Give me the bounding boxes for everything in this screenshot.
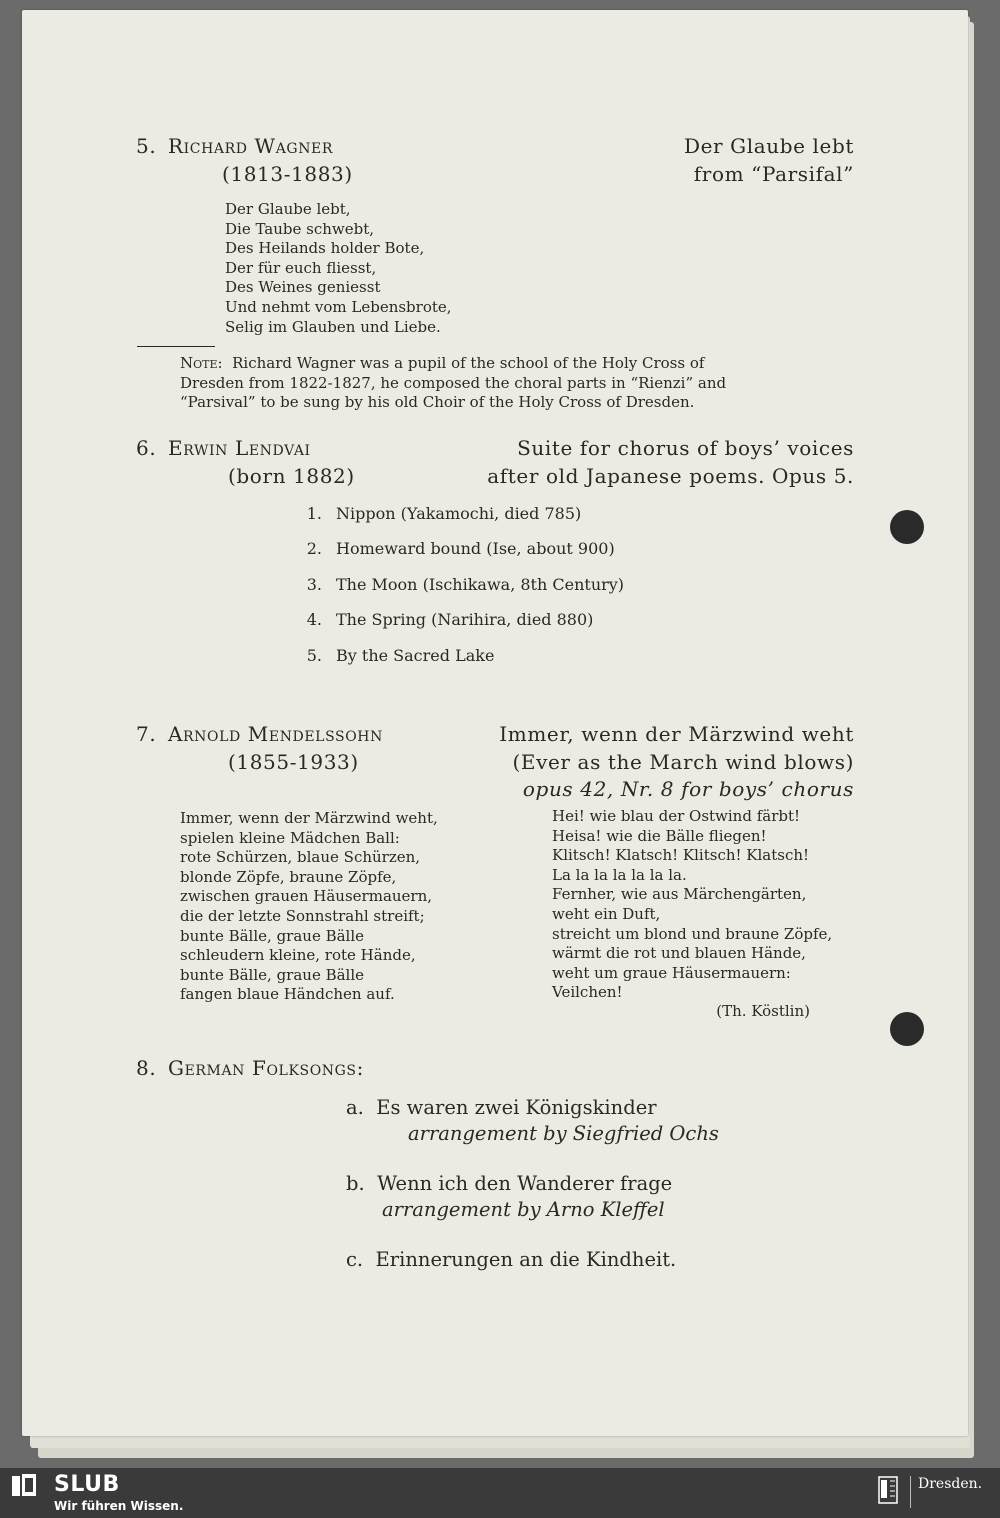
folksong-letter: c. [346,1248,364,1271]
item-6-dates: (born 1882) [228,464,355,488]
poem-line: bunte Bälle, graue Bälle [180,965,365,984]
item-5-work-title: Der Glaube lebt [683,134,854,158]
punch-hole-bottom [890,1012,924,1046]
folksong-a-arrangement: arrangement by Siegfried Ochs [408,1122,719,1145]
note-line: Dresden from 1822-1827, he composed the choral parts in “Rienzi” and [180,373,727,392]
item-5-poem [225,200,452,337]
item-6-work-subtitle: after old Japanese poems. Opus 5. [487,464,854,488]
poem-line: fangen blaue Händchen auf. [180,985,395,1004]
poem-line: weht ein Duft, [552,904,661,923]
folksong-title: Es waren zwei Königskinder [376,1096,657,1119]
list-item: 5. By the Sacred Lake [306,646,495,665]
list-item: 4. The Spring (Narihira, died 880) [306,610,594,629]
folksong-b-arrangement: arrangement by Arno Kleffel [382,1198,665,1221]
poem-line: Heisa! wie die Bälle fliegen! [552,826,767,845]
list-item: 3. The Moon (Ischikawa, 8th Century) [306,575,625,594]
poem-line: Und nehmt vom Lebensbrote, [225,297,452,316]
list-item: 2. Homeward bound (Ise, about 900) [306,539,615,558]
item-8-number: 8. [136,1056,157,1080]
note-label: Note: [180,354,223,372]
item-7-poem-right [552,807,832,1003]
folksong-a [346,1096,657,1119]
poem-line: weht um graue Häusermauern: [552,963,791,982]
folksong-letter: a. [346,1096,364,1119]
item-7-poem-left [180,809,438,1005]
slub-tagline: Wir führen Wissen. [54,1499,184,1513]
poem-line: Immer, wenn der Märzwind weht, [180,809,438,827]
item-5-dates: (1813-1883) [222,162,353,186]
item-7-number: 7. [136,722,157,746]
poem-line: rote Schürzen, blaue Schürzen, [180,848,421,867]
folksong-title: Wenn ich den Wanderer frage [377,1172,673,1195]
poem-line: zwischen grauen Häusermauern, [180,887,433,906]
poem-line: wärmt die rot und blauen Hände, [552,944,806,963]
note-line: “Parsival” to be sung by his old Choir of the Holy Cross of Dresden. [180,393,695,412]
punch-hole-top [890,510,924,544]
poem-line: La la la la la la la. [552,865,687,884]
poem-line: Hei! wie blau der Ostwind färbt! [552,807,801,825]
slub-logo-icon[interactable] [12,1474,38,1498]
footer-bar [0,1468,1000,1518]
item-5-number: 5. [136,134,157,158]
poem-line: Die Taube schwebt, [225,219,375,238]
item-8-heading: German Folksongs: [168,1056,364,1080]
dresden-crest-icon [878,1476,898,1506]
poem-line: Veilchen! [552,983,623,1002]
dresden-wordmark: Dresden. [918,1476,983,1492]
slub-logo-text[interactable]: SLUB [54,1472,120,1497]
item-5-note [180,354,726,413]
item-7-dates: (1855-1933) [228,750,359,774]
poem-line: Der für euch fliesst, [225,258,377,277]
item-5-work-subtitle: from “Parsifal” [693,162,854,186]
poem-line: Der Glaube lebt, [225,200,351,218]
folksong-c [346,1248,676,1271]
poem-line: die der letzte Sonnstrahl streift; [180,906,425,925]
item-6-composer: Erwin Lendvai [168,436,311,460]
poem-line: Klitsch! Klatsch! Klitsch! Klatsch! [552,846,810,865]
poem-line: streicht um blond und braune Zöpfe, [552,924,833,943]
folksong-letter: b. [346,1172,365,1195]
item-7-poet: (Th. Köstlin) [716,1002,810,1020]
item-7-work-opus: opus 42, Nr. 8 for boys’ chorus [522,777,854,801]
poem-line: Selig im Glauben und Liebe. [225,317,441,336]
item-6-number: 6. [136,436,157,460]
poem-line: spielen kleine Mädchen Ball: [180,828,400,847]
item-5-composer: Richard Wagner [168,134,334,158]
poem-line: schleudern kleine, rote Hände, [180,946,416,965]
item-7-work-title: Immer, wenn der Märzwind weht [499,722,854,746]
footer-divider [910,1476,911,1508]
folksong-b [346,1172,672,1195]
poem-line: Des Weines geniesst [225,278,381,297]
item-7-work-subtitle: (Ever as the March wind blows) [512,750,854,774]
note-divider [137,346,215,347]
poem-line: bunte Bälle, graue Bälle [180,926,365,945]
item-7-composer: Arnold Mendelssohn [168,722,383,746]
poem-line: Fernher, wie aus Märchengärten, [552,885,807,904]
poem-line: Des Heilands holder Bote, [225,239,425,258]
note-line: Richard Wagner was a pupil of the school of the Holy Cross of [232,354,705,372]
folksong-title: Erinnerungen an die Kindheit. [375,1248,677,1271]
list-item: 1. Nippon (Yakamochi, died 785) [306,504,582,523]
document-page [22,10,968,1436]
poem-line: blonde Zöpfe, braune Zöpfe, [180,867,397,886]
item-6-work-title: Suite for chorus of boys’ voices [517,436,854,460]
